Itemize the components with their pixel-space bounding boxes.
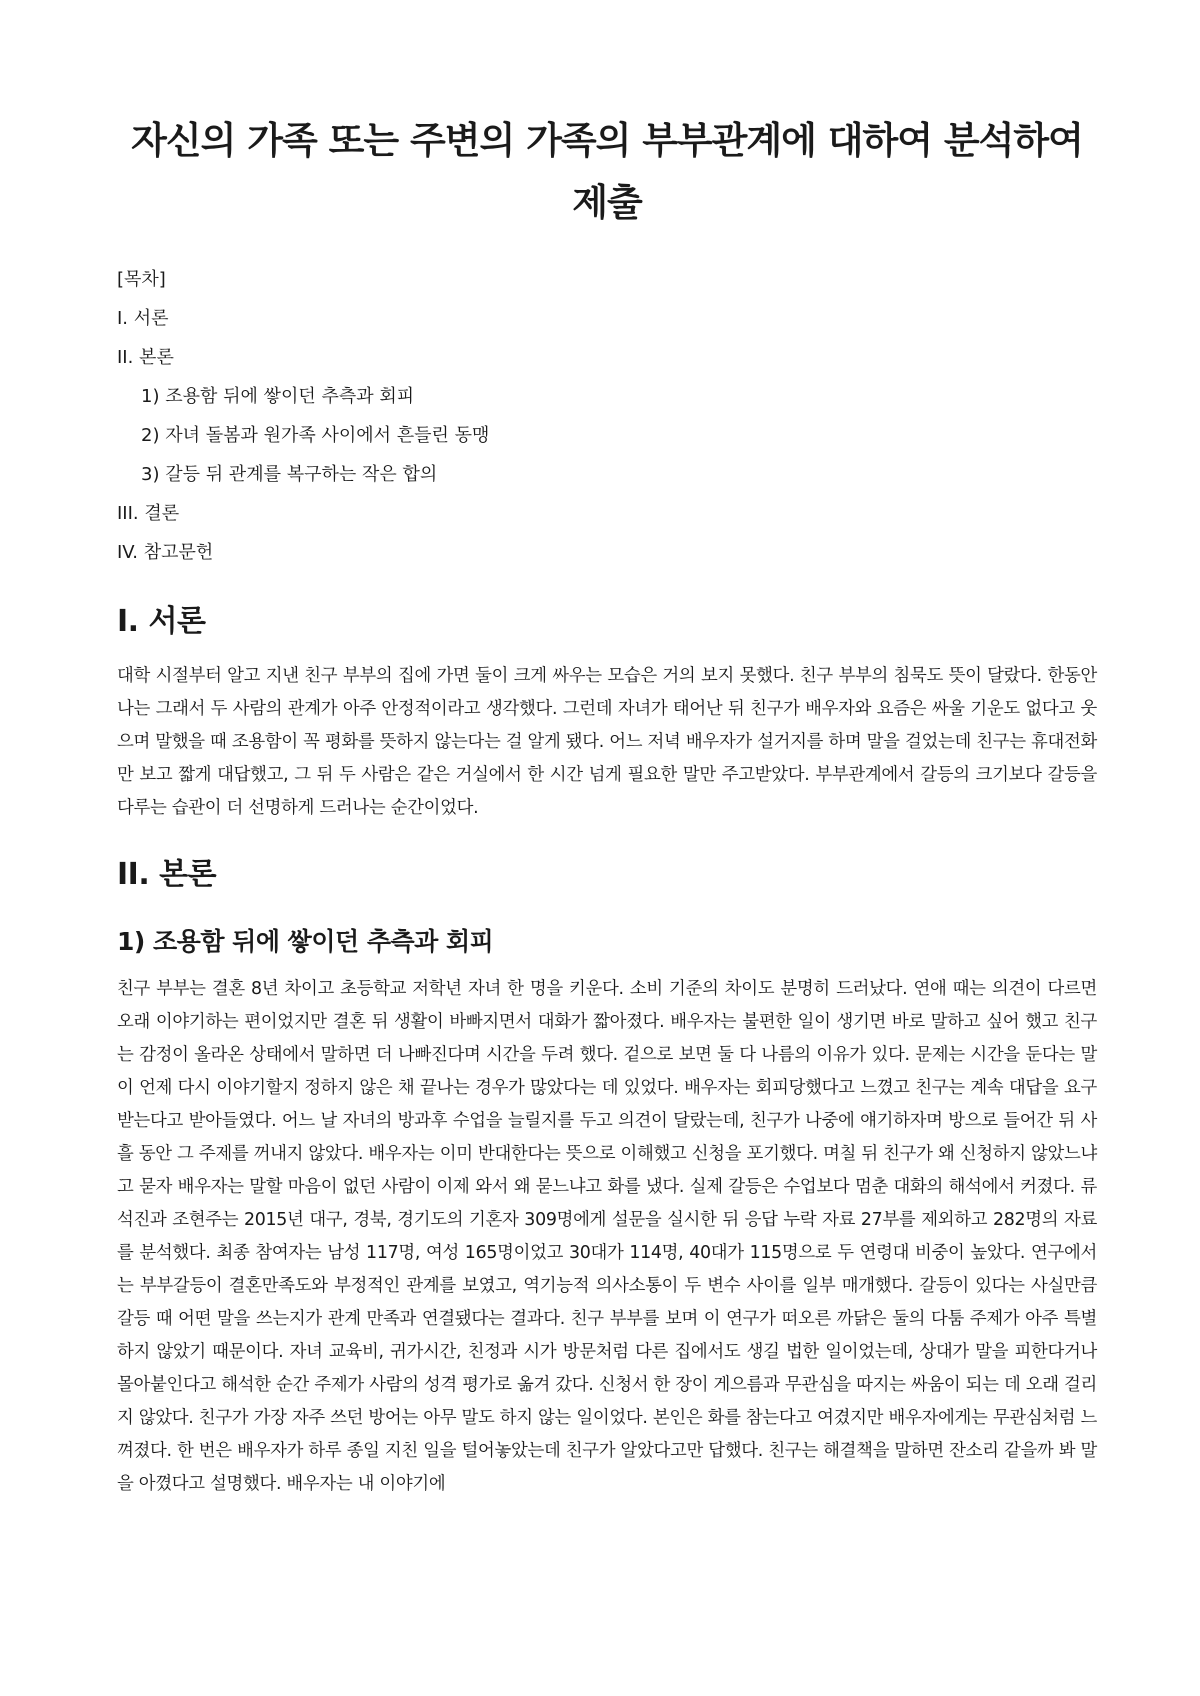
subsection-1-heading: 1) 조용함 뒤에 쌓이던 추측과 회피: [117, 927, 494, 956]
document-title-line-1: 자신의 가족 또는 주변의 가족의 부부관계에 대하여 분석하여: [131, 119, 1083, 162]
document-page: [117, 110, 1097, 1501]
toc-item-body-3: 3) 갈등 뒤 관계를 복구하는 작은 합의: [141, 464, 438, 485]
subsection-1-paragraph: 친구 부부는 결혼 8년 차이고 초등학교 저학년 자녀 한 명을 키운다. 소비 기준의 차이도 분명히 드러났다. 연애 때는 의견이 다르면 오래 이야기하는 편이었지만 결혼 뒤 생활이 바빠지면서 대화가 짧아졌다. 배우자는 불편한 일이 생기면 바로 말하고 싶어 했고 친구는 감정이 올라온 상태에서 말하면 더 나빠진다며 시간을 두려 했다. 겉으로 보면 둘 다 나름의 이유가 있다. 문제는 시간을 둔다는 말이 언제 다시 이야기할지 정하지 않은 채 끝나는 경우가 많았다는 데 있었다. 배우자는 회피당했다고 느꼈고 친구는 계속 대답을 요구받는다고 받아들였다. 어느 날 자녀의 방과후 수업을 늘릴지를 두고 의견이 달랐는데, 친구가 나중에 얘기하자며 방으로 들어간 뒤 사흘 동안 그 주제를 꺼내지 않았다. 배우자는 이미 반대한다는 뜻으로 이해했고 신청을 포기했다. 며칠 뒤 친구가 왜 신청하지 않았느냐고 묻자 배우자는 말할 마음이 없던 사람이 이제 와서 왜 묻느냐고 화를 냈다. 실제 갈등은 수업보다 멈춘 대화의 해석에서 커졌다. 류석진과 조현주는 2015년 대구, 경북, 경기도의 기혼자 309명에게 설문을 실시한 뒤 응답 누락 자료 27부를 제외하고 282명의 자료를 분석했다. 최종 참여자는 남성 117명, 여성 165명이었고 30대가 114명, 40대가 115명으로 두 연령대 비중이 높았다. 연구에서는 부부갈등이 결혼만족도와 부정적인 관계를 보였고, 역기능적 의사소통이 두 변수 사이를 일부 매개했다. 갈등이 있다는 사실만큼 갈등 때 어떤 말을 쓰는지가 관계 만족과 연결됐다는 결과다. 친구 부부를 보며 이 연구가 떠오른 까닭은 둘의 다툼 주제가 아주 특별하지 않았기 때문이다. 자녀 교육비, 귀가시간, 친정과 시가 방문처럼 다른 집에서도 생길 법한 일이었는데, 상대가 말을 피한다거나 몰아붙인다고 해석한 순간 주제가 사람의 성격 평가로 옮겨 갔다. 신청서 한 장이 게으름과 무관심을 따지는 싸움이 되는 데 오래 걸리지 않았다. 친구가 가장 자주 쓰던 방어는 아무 말도 하지 않는 일이었다. 본인은 화를 참는다고 여겼지만 배우자에게는 무관심처럼 느껴졌다. 한 번은 배우자가 하루 종일 지친 일을 털어놓았는데 친구가 알았다고만 답했다. 친구는 해결책을 말하면 잔소리 같을까 봐 말을 아꼈다고 설명했다. 배우자는 내 이야기에: [117, 979, 1097, 1494]
intro-heading: I. 서론: [117, 604, 206, 639]
toc-heading: [목차]: [117, 269, 166, 290]
document-title-line-2: 제출: [572, 181, 642, 224]
toc-item-body-1: 1) 조용함 뒤에 쌓이던 추측과 회피: [141, 386, 415, 407]
toc-item-body-2: 2) 자녀 돌봄과 원가족 사이에서 흔들린 동맹: [141, 425, 490, 446]
toc-item-references: IV. 참고문헌: [117, 542, 214, 563]
toc-item-body: II. 본론: [117, 347, 174, 368]
toc-item-intro: I. 서론: [117, 308, 169, 329]
toc-item-conclusion: III. 결론: [117, 503, 180, 524]
intro-paragraph: 대학 시절부터 알고 지낸 친구 부부의 집에 가면 둘이 크게 싸우는 모습은 거의 보지 못했다. 친구 부부의 침묵도 뜻이 달랐다. 한동안 나는 그래서 두 사람의 관계가 아주 안정적이라고 생각했다. 그런데 자녀가 태어난 뒤 친구가 배우자와 요즘은 싸울 기운도 없다고 웃으며 말했을 때 조용함이 꼭 평화를 뜻하지 않는다는 걸 알게 됐다. 어느 저녁 배우자가 설거지를 하며 말을 걸었는데 친구는 휴대전화만 보고 짧게 대답했고, 그 뒤 두 사람은 같은 거실에서 한 시간 넘게 필요한 말만 주고받았다. 부부관계에서 갈등의 크기보다 갈등을 다루는 습관이 더 선명하게 드러나는 순간이었다.: [117, 666, 1097, 818]
document-title: [117, 110, 1097, 234]
table-of-contents: [117, 260, 1097, 572]
body-heading: II. 본론: [117, 857, 217, 892]
